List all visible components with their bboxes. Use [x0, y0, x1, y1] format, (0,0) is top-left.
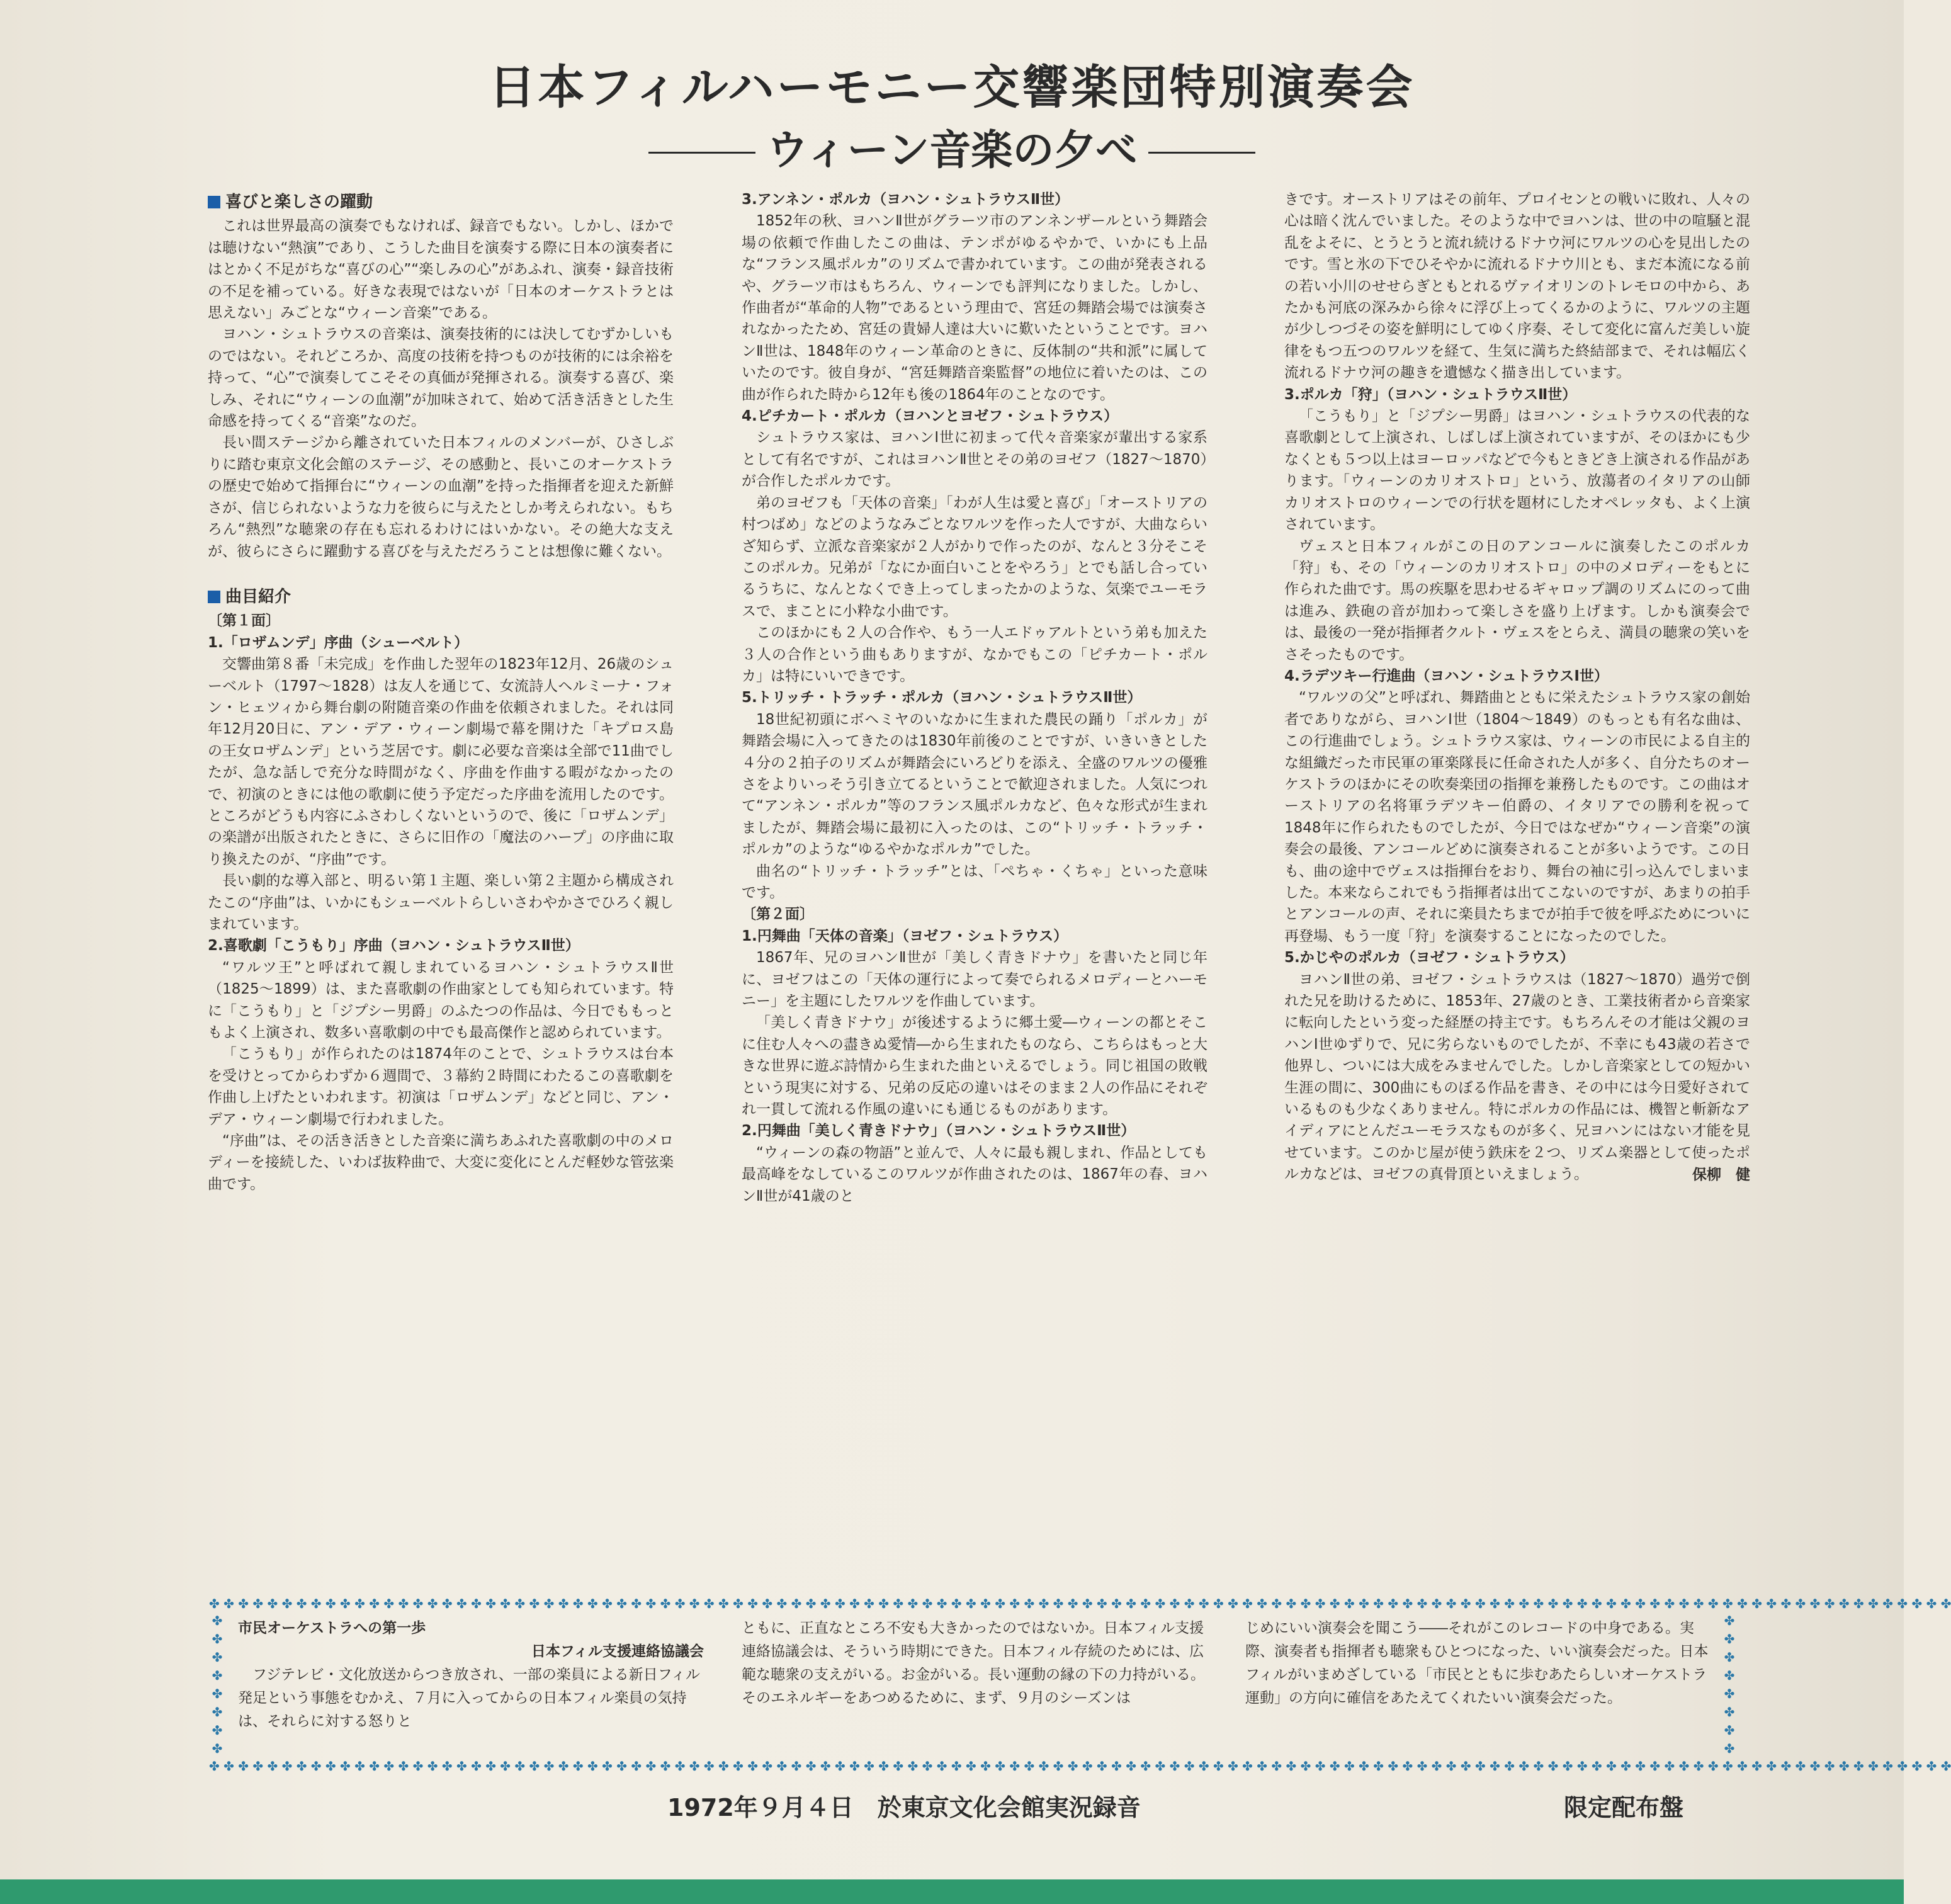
page-title: 日本フィルハーモニー交響楽団特別演奏会: [489, 60, 1415, 115]
track-title: 3.ポルカ「狩」（ヨハン・シュトラウスⅡ世）: [1284, 386, 1577, 403]
paragraph: “序曲”は、その活き活きとした音楽に満ちあふれた喜歌劇の中のメロディーを接続した、いわば抜粋曲で、大変に変化にとんだ軽妙な管弦楽曲です。: [208, 1133, 674, 1193]
track-title: 5.トリッチ・トラッチ・ポルカ（ヨハン・シュトラウスⅡ世）: [742, 689, 1142, 706]
paragraph: シュトラウス家は、ヨハンⅠ世に初まって代々音楽家が輩出する家系として有名ですが、これはヨハンⅡ世とその弟のヨゼフ（1827〜1870）が合作したポルカです。: [742, 429, 1207, 490]
paragraph: “ウィーンの森の物語”と並んで、人々に最も親しまれ、作品としても最高峰をなしているこのワルツが作曲されたのは、1867年の春、ヨハンⅡ世が41歳のと: [742, 1144, 1207, 1204]
subtitle-text: ウィーン音楽の夕べ: [766, 126, 1138, 174]
notice-paragraph: ともに、正直なところ不安も大きかったのではないか。日本フィル支援連絡協議会は、そういう時期にできた。日本フィル存続のためには、広範な聴衆の支えがいる。お金がいる。長い運動の縁の下の力持がいる。そのエネルギーをあつめるために、まず、９月のシーズンは: [742, 1620, 1205, 1706]
text-column-1: [208, 189, 674, 1195]
notice-column-2: [742, 1617, 1207, 1710]
notice-column-1: [238, 1617, 704, 1733]
paragraph: きです。オーストリアはその前年、プロイセンとの戦いに敗れ、人々の心は暗く沈んでいました。そのような中でヨハンは、世の中の喧騒と混乱をよそに、とうとうと流れ続けるドナウ河にワルツの心を見出したのです。雪と氷の下でひそやかに流れるドナウ川とも、まだ本流になる前の若い小川のせせらぎともとれるヴァイオリンのトレモロの中から、あたかも河底の深みから徐々に浮び上ってくるかのように、ワルツの主題が少しつづその姿を鮮明にしてゆく序奏、そして変化に富んだ美しい旋律をもつ五つのワルツを経て、生気に満ちた終結部まで、それは幅広く流れるドナウ河の趣きを遺憾なく描き出しています。: [1284, 191, 1750, 382]
paragraph: 「こうもり」が作られたのは1874年のことで、シュトラウスは台本を受けとってからわずか６週間で、３幕約２時間にわたるこの喜歌劇を作曲し上げたといわれます。初演は「ロザムンデ」などと同じ、アン・デア・ウィーン劇場で行われました。: [208, 1046, 674, 1128]
paragraph: このほかにも２人の合作や、もう一人エドゥアルトという弟も加えた３人の合作という曲もありますが、なかでもこの「ピチカート・ポルカ」は特にいいできです。: [742, 625, 1207, 684]
track-title: 4.ラデツキー行進曲（ヨハン・シュトラウスⅠ世）: [1284, 667, 1609, 684]
subtitle-dash-right: [1148, 152, 1255, 154]
side-label: 〔第２面〕: [742, 906, 814, 923]
paragraph: 曲名の“トリッチ・トラッチ”とは、「ぺちゃ・くちゃ」といった意味です。: [742, 863, 1207, 901]
track-title: 5.かじやのポルカ（ヨゼフ・シュトラウス）: [1284, 949, 1575, 966]
paragraph: ヴェスと日本フィルがこの日のアンコールに演奏したこのポルカ「狩」も、その「ウィーンのカリオストロ」の中のメロディーをもとに作られた曲です。馬の疾駆を思わせるギャロップ調のリズムにのって曲は進み、鉄砲の音が加わって楽しさを盛り上げます。しかも演奏会では、最後の一発が指揮者クルト・ヴェスをとらえ、満員の聴衆の笑いをさそったものです。: [1284, 538, 1750, 663]
paragraph: 1867年、兄のヨハンⅡ世が「美しく青きドナウ」を書いたと同じ年に、ヨゼフはこの「天体の運行によって奏でられるメロディーとハーモニー」を主題にしたワルツを作曲しています。: [742, 949, 1207, 1010]
bottom-edge-band: [0, 1879, 1904, 1904]
notice-content: [238, 1617, 1711, 1762]
section-heading-joy: 喜びと楽しさの躍動: [208, 191, 674, 213]
recording-info: 1972年９月４日 於東京文化会館実況録音: [667, 1794, 1141, 1822]
paragraph: ヨハン・シュトラウスの音楽は、演奏技術的には決してむずかしいものではない。それどころか、高度の技術を持つものが技術的には余裕を持って、“心”で演奏してこそその真価が発揮される。演奏する喜び、楽しみ、それに“ウィーンの血潮”が加味されて、始めて活き活きとした生命感を持ってくる“音楽”なのだ。: [208, 326, 674, 430]
subtitle-dash-left: [648, 152, 755, 154]
ornament-border-bottom: ✤ ✤ ✤ ✤ ✤ ✤ ✤ ✤ ✤ ✤ ✤ ✤ ✤ ✤ ✤ ✤ ✤ ✤ ✤ ✤ ✤ ✤ ✤ ✤ ✤ ✤ ✤ ✤ ✤ ✤ ✤ ✤ ✤ ✤ ✤ ✤ ✤ ✤ ✤ ✤ ✤ ✤ ✤ ✤ ✤ ✤ ✤ ✤ ✤ ✤ ✤ ✤ ✤ ✤ ✤ ✤ ✤ ✤ ✤ ✤ ✤ ✤ ✤ ✤ ✤ ✤ ✤ ✤ ✤ ✤ ✤ ✤ ✤ ✤ ✤ ✤ ✤ ✤ ✤ ✤ ✤ ✤ ✤ ✤ ✤ ✤ ✤ ✤ ✤ ✤ ✤ ✤ ✤ ✤ ✤ ✤ ✤ ✤ ✤ ✤ ✤ ✤ ✤ ✤ ✤ ✤ ✤ ✤ ✤ ✤ ✤ ✤ ✤ ✤ ✤ ✤ ✤ ✤ ✤ ✤: [209, 1759, 1951, 1774]
track-title: 4.ピチカート・ポルカ（ヨハンとヨゼフ・シュトラウス）: [742, 408, 1119, 425]
ornament-border-right: ✤ ✤ ✤ ✤ ✤ ✤ ✤ ✤: [1724, 1613, 1735, 1756]
spacer: [208, 562, 674, 584]
paragraph: 交響曲第８番「未完成」を作曲した翌年の1823年12月、26歳のシューベルト（1797〜1828）は友人を通じて、女流詩人ヘルミーナ・フォン・ヒェツィから舞台劇の附随音楽の作曲を依頼されました。それは同年12月20日に、アン・デア・ウィーン劇場で幕を開けた「キプロス島の王女ロザムンデ」という芝居です。劇に必要な音楽は全部で11曲でしたが、急な話しで充分な時間がなく、序曲を作曲する暇がなかったので、初演のときには他の歌劇に使う予定だった序曲を流用したのです。ところがどうも内容にふさわしくないというので、後に「ロザムンデ」の楽譜が出版されたときに、さらに旧作の「魔法のハープ」の序曲に取り換えたのが、“序曲”です。: [208, 656, 674, 868]
paragraph: 「美しく青きドナウ」が後述するように郷土愛―ウィーンの都とそこに住む人々への盡きぬ愛情―から生まれたものなら、こちらはもっと大きな世界に遊ぶ詩情から生まれた曲といえるでしょう。同じ祖国の敗戦という現実に対する、兄弟の反応の違いはそのまま２人の作品にそれぞれ一貫して流れる作風の違いにも通じるものがあります。: [742, 1014, 1207, 1118]
paragraph: 1852年の秋、ヨハンⅡ世がグラーツ市のアンネンザールという舞踏会場の依頼で作曲したこの曲は、テンポがゆるやかで、いかにも上品な“フランス風ポルカ”のリズムで書かれています。この曲が発表されるや、グラーツ市はもちろん、ウィーンでも評判になりました。しかし、作曲者が“革命的人物”であるという理由で、宮廷の舞踏会場では演奏されなかったため、宮廷の貴婦人達は大いに歎いたということです。ヨハンⅡ世は、1848年のウィーン革命のときに、反体制の“共和派”に属していたのです。彼自身が、“宮廷舞踏音楽監督”の地位に着いたのは、この曲が作られた時から12年も後の1864年のことなのです。: [742, 213, 1207, 403]
text-column-2: [742, 189, 1207, 1207]
paragraph: 18世紀初頭にボヘミヤのいなかに生まれた農民の踊り「ポルカ」が舞踏会場に入ってきたのは1830年前後のことですが、いきいきとした４分の２拍子のリズムが舞踏会にいろどりを添え、全盛のワルツの優雅さをよりいっそう引き立てるということで歓迎されました。人気につれて“アンネン・ポルカ”等のフランス風ポルカなど、色々な形式が生まれましたが、舞踏会場に最初に入ったのは、この“トリッチ・トラッチ・ポルカ”のような“ゆるやかなポルカ”でした。: [742, 711, 1207, 858]
paragraph: 「こうもり」と「ジプシー男爵」はヨハン・シュトラウスの代表的な喜歌劇として上演され、しばしば上演されていますが、そのほかにも少なくとも５つ以上はヨーロッパなどで今もときどき上演される作品があります。「ウィーンのカリオストロ」という、放蕩者のイタリアの山師カリオストロのウィーンでの行状を題材にしたオペレッタも、よく上演されています。: [1284, 408, 1750, 533]
track-title: 1.円舞曲「天体の音楽」（ヨゼフ・シュトラウス）: [742, 927, 1068, 944]
notice-column-3: [1245, 1617, 1711, 1710]
section-heading-program: 曲目紹介: [208, 586, 674, 608]
paragraph: 長い間ステージから離されていた日本フィルのメンバーが、ひさしぶりに踏む東京文化会館のステージ、その感動と、長いこのオーケストラの歴史で始めて指揮台に“ウィーンの血潮”を持った指揮者を迎えた新鮮さが、信じられないような力を彼らに与えたとしか考えられない。もちろん“熱烈”な聴衆の存在も忘れるわけにはいかない。その絶大な支えが、彼らにさらに躍動する喜びを与えただろうことは想像に難くない。: [208, 434, 674, 560]
page-subtitle: [0, 116, 1904, 176]
support-notice-box: [209, 1596, 1951, 1774]
paragraph: “ワルツの父”と呼ばれ、舞踏曲とともに栄えたシュトラウス家の創始者でありながら、ヨハンⅠ世（1804〜1849）のもっとも有名な曲は、この行進曲でしょう。シュトラウス家は、ウィーンの市民による自主的な組織だった市民軍の軍楽隊長に任命された人が多く、自分たちのオーケストラのほかにその吹奏楽団の指揮を兼務したものです。この曲はオーストリアの名将軍ラデツキー伯爵の、イタリアでの勝利を祝って1848年に作られたものでしたが、今日ではなぜか“ウィーン音楽”の演奏会の最後、アンコールどめに演奏されることが多いようです。この日も、曲の途中でヴェスは指揮台をおり、舞台の袖に引っ込んでしまいました。本来ならこれでもう指揮者は出てこないのですが、あまりの拍手とアンコールの声、それに楽員たちまでが拍手で彼を呼ぶためについに再登場、もう一度「狩」を演奏することになったのでした。: [1284, 689, 1750, 944]
edition-label: 限定配布盤: [1564, 1794, 1684, 1822]
notice-paragraph: フジテレビ・文化放送からつき放され、一部の楽員による新日フィル発足という事態をむかえ、７月に入ってからの日本フィル楽員の気持は、それらに対する怒りと: [238, 1667, 700, 1730]
author-signature: 保柳 健: [1692, 1166, 1750, 1183]
track-title: 2.喜歌劇「こうもり」序曲（ヨハン・シュトラウスⅡ世）: [208, 938, 580, 955]
paragraph: ヨハンⅡ世の弟、ヨゼフ・シュトラウスは（1827〜1870）過労で倒れた兄を助けるために、1853年、27歳のとき、工業技術者から音楽家に転向したという変った経歴の持主です。もちろんその才能は父親のヨハンⅠ世ゆずりで、兄に劣らないものでしたが、不幸にも43歳の若さで他界し、ついには大成をみませんでした。しかし音楽家としての短かい生涯の間に、300曲にものぼる作品を書き、その中には今日愛好されているものも少なくありません。特にポルカの作品には、機智と斬新なアイディアにとんだユーモラスなものが多く、兄ヨハンにはない才能を見せています。このかじ屋が使う鉄床を２つ、リズム楽器として使ったポルカなどは、ヨゼフの真骨頂といえましょう。: [1284, 971, 1750, 1183]
square-bullet-icon: [208, 196, 220, 208]
paragraph: これは世界最高の演奏でもなければ、録音でもない。しかし、ほかでは聴けない“熱演”であり、こうした曲目を演奏する際に日本の演奏者にはとかく不足がちな“喜びの心”“楽しみの心”があふれ、演奏・録音技術の不足を補っている。好きな表現ではないが「日本のオーケストラとは思えない」みごとな“ウィーン音楽”である。: [208, 218, 674, 322]
notice-organization: 日本フィル支援連絡協議会: [531, 1643, 704, 1660]
notice-title: 市民オーケストラへの第一歩: [238, 1620, 426, 1636]
track-title: 1.「ロザムンデ」序曲（シューベルト）: [208, 634, 469, 651]
paragraph: 弟のヨゼフも「天体の音楽」「わが人生は愛と喜び」「オーストリアの村つばめ」などのようなみごとなワルツを作った人ですが、大曲ならいざ知らず、立派な音楽家が２人がかりで作ったのが、なんと３分そこそこのポルカ。兄弟が「なにか面白いことをやろう」とでも話し合っているうちに、なんとなくでき上ってしまったかのような、気楽でユーモラスで、まことに小粋な小曲です。: [742, 494, 1207, 620]
square-bullet-icon: [208, 591, 220, 603]
ornament-border-top: ✤ ✤ ✤ ✤ ✤ ✤ ✤ ✤ ✤ ✤ ✤ ✤ ✤ ✤ ✤ ✤ ✤ ✤ ✤ ✤ ✤ ✤ ✤ ✤ ✤ ✤ ✤ ✤ ✤ ✤ ✤ ✤ ✤ ✤ ✤ ✤ ✤ ✤ ✤ ✤ ✤ ✤ ✤ ✤ ✤ ✤ ✤ ✤ ✤ ✤ ✤ ✤ ✤ ✤ ✤ ✤ ✤ ✤ ✤ ✤ ✤ ✤ ✤ ✤ ✤ ✤ ✤ ✤ ✤ ✤ ✤ ✤ ✤ ✤ ✤ ✤ ✤ ✤ ✤ ✤ ✤ ✤ ✤ ✤ ✤ ✤ ✤ ✤ ✤ ✤ ✤ ✤ ✤ ✤ ✤ ✤ ✤ ✤ ✤ ✤ ✤ ✤ ✤ ✤ ✤ ✤ ✤ ✤ ✤ ✤ ✤ ✤ ✤ ✤ ✤ ✤ ✤ ✤ ✤ ✤: [209, 1596, 1951, 1611]
track-title: 3.アンネン・ポルカ（ヨハン・シュトラウスⅡ世）: [742, 191, 1070, 208]
paragraph: 長い劇的な導入部と、明るい第１主題、楽しい第２主題から構成されたこの“序曲”は、いかにもシューベルトらしいさわやかさでひろく親しまれています。: [208, 873, 674, 932]
ornament-border-left: ✤ ✤ ✤ ✤ ✤ ✤ ✤ ✤: [212, 1613, 223, 1756]
notice-paragraph: じめにいい演奏会を聞こう――それがこのレコードの中身である。実際、演奏者も指揮者も聴衆もひとつになった、いい演奏会だった。日本フィルがいまめざしている「市民とともに歩むあたらしいオーケストラ運動」の方向に確信をあたえてくれたいい演奏会だった。: [1245, 1620, 1709, 1706]
track-title: 2.円舞曲「美しく青きドナウ」（ヨハン・シュトラウスⅡ世）: [742, 1123, 1136, 1140]
text-column-3: [1284, 189, 1750, 1186]
side-label: 〔第１面〕: [208, 613, 280, 630]
paragraph: “ワルツ王”と呼ばれて親しまれているヨハン・シュトラウスⅡ世（1825〜1899）は、また喜歌劇の作曲家としても知られています。特に「こうもり」と「ジプシー男爵」のふたつの作品は、今日でももっともよく上演され、数多い喜歌劇の中でも最高傑作と認められています。: [208, 959, 674, 1041]
